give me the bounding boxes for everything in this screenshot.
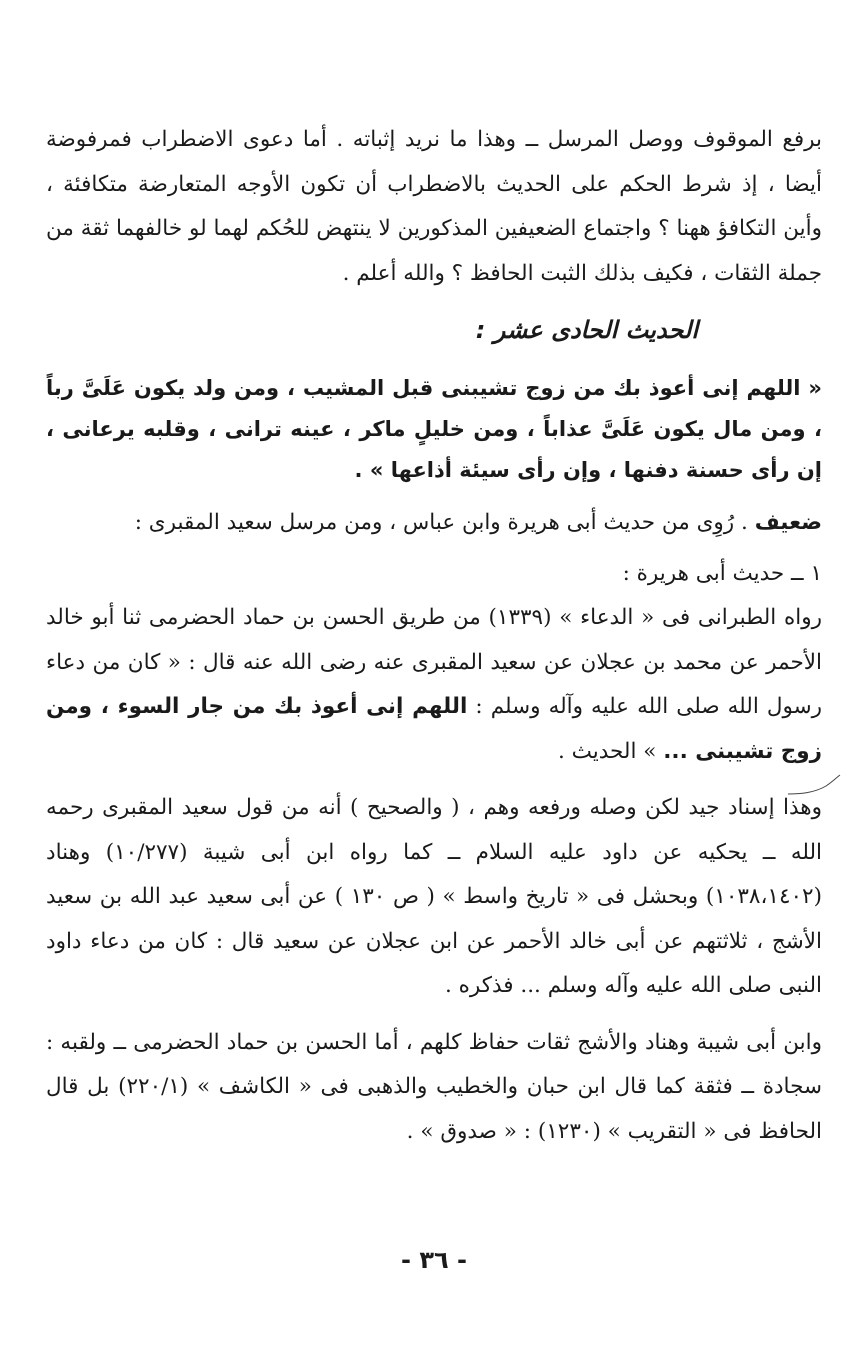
narration-paragraph xyxy=(46,596,822,774)
narration-quote: اللهم إنى أعوذ بك من جار السوء ، ومن زوج تشيبنى ... xyxy=(46,694,822,764)
list-item-abu-hurayrah: ١ ــ حديث أبى هريرة : xyxy=(622,560,822,586)
verdict-paragraph xyxy=(46,501,822,546)
narration-text: رواه الطبرانى فى « الدعاء » (١٣٣٩) من طريق الحسن بن حماد الحضرمى ثنا أبو خالد الأحمر عن محمد بن عجلان عن سعيد المقبرى عنه رضى الله عنه قال : « كان من دعاء رسول الله صلى الله عليه وآله وسلم : xyxy=(46,605,822,719)
final-paragraph: وابن أبى شيبة وهناد والأشج ثقات حفاظ كلهم ، أما الحسن بن حماد الحضرمى ــ ولقبه : سجادة ــ فثقة كما قال ابن حبان والخطيب والذهبى فى « الكاشف » (٢٢٠/١) بل قال الحافظ فى « التقريب » (١٢٣٠) : « صدوق » . xyxy=(46,1029,822,1144)
page-number: - ٣٦ - xyxy=(401,1246,467,1274)
intro-paragraph: برفع الموقوف ووصل المرسل ــ وهذا ما نريد إثباته . أما دعوى الاضطراب فمرفوضة أيضا ، إذ شرط الحكم على الحديث بالاضطراب أن تكون الأوجه المتعارضة متكافئة ، وأين التكافؤ ههنا ؟ واجتماع الضعيفين المذكورين لا ينتهض للحُكم لهما لو خالفهما ثقة من جملة الثقات ، فكيف بذلك الثبت الحافظ ؟ والله أعلم . xyxy=(46,127,822,286)
verdict-grade: ضعيف xyxy=(754,510,822,535)
narration-end: » الحديث . xyxy=(557,738,664,764)
hadith-text: « اللهم إنى أعوذ بك من زوج تشيبنى قبل المشيب ، ومن ولد يكون عَلَىَّ رباً ، ومن مال يكون عَلَىَّ عذاباً ، ومن خليلٍ ماكر ، عينه ترانى ، وقلبه يرعانى ، إن رأى حسنة دفنها ، وإن رأى سيئة أذاعها » . xyxy=(46,376,822,482)
page-body xyxy=(46,118,822,1154)
analysis-paragraph: وهذا إسناد جيد لكن وصله ورفعه وهم ، ( والصحيح ) أنه من قول سعيد المقبرى رحمه الله ــ يحكيه عن داود عليه السلام ــ كما رواه ابن أبى شيبة (١٠/٢٧٧) وهناد (١٠٣٨،١٤٠٢) وبحشل فى « تاريخ واسط » ( ص ١٣٠ ) عن أبى سعيد عبد الله بن سعيد الأشج ، ثلاثتهم عن أبى خالد الأحمر عن ابن عجلان عن سعيد قال : كان من دعاء داود النبى صلى الله عليه وآله وسلم ... فذكره . xyxy=(46,795,822,998)
verdict-text: . رُوِى من حديث أبى هريرة وابن عباس ، ومن مرسل سعيد المقبرى : xyxy=(134,510,755,535)
hadith-heading: الحديث الحادى عشر : xyxy=(475,316,698,344)
